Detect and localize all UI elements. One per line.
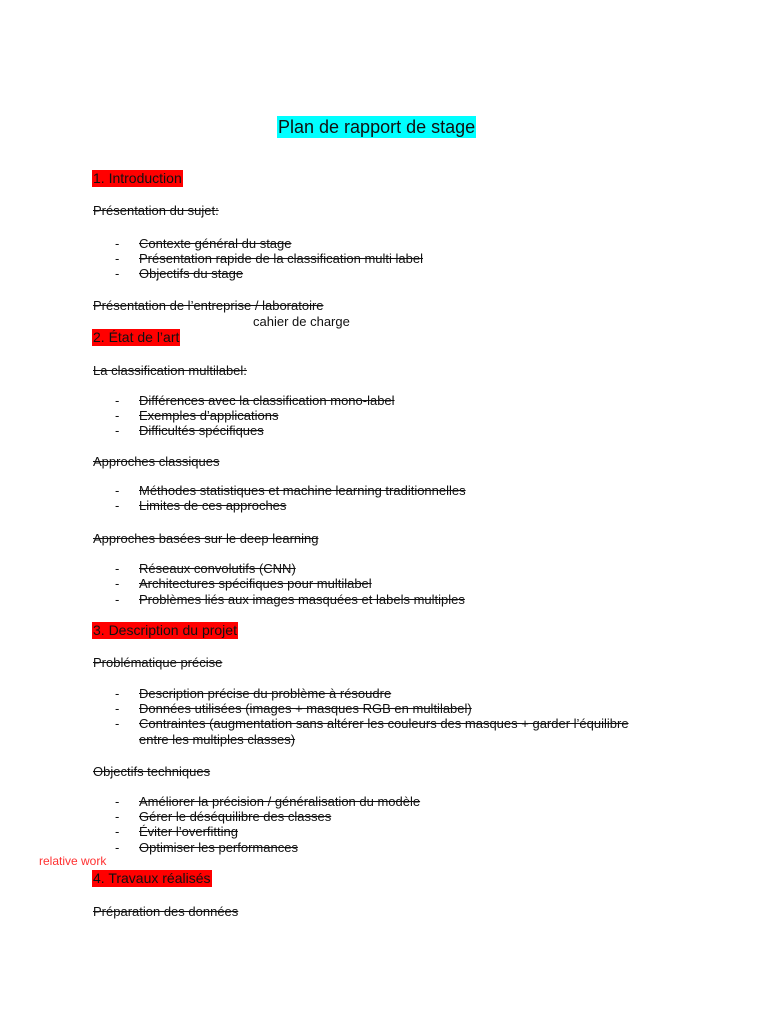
subheading-presentation-entreprise: Présentation de l’entreprise / laboratoire bbox=[93, 298, 324, 313]
subheading-objectifs-techniques: Objectifs techniques bbox=[93, 764, 211, 779]
list-item: Problèmes liés aux images masquées et labels multiples bbox=[139, 592, 465, 607]
subheading-presentation-sujet: Présentation du sujet: bbox=[93, 203, 219, 218]
list-item: Différences avec la classification mono-label bbox=[139, 393, 395, 408]
bullet-dash: - bbox=[115, 794, 120, 809]
bullet-dash: - bbox=[115, 592, 120, 607]
list-item: Réseaux convolutifs (CNN) bbox=[139, 561, 296, 576]
annotation-cahier-de-charge: cahier de charge bbox=[253, 314, 350, 329]
subheading-approches-deep-learning: Approches basées sur le deep learning bbox=[93, 531, 319, 546]
subheading-problematique: Problématique précise bbox=[93, 655, 223, 670]
list-item: Contexte général du stage bbox=[139, 236, 292, 251]
list-item: Éviter l’overfitting bbox=[139, 824, 238, 839]
bullet-dash: - bbox=[115, 716, 120, 731]
bullet-dash: - bbox=[115, 266, 120, 281]
section-heading-travaux-realises: 4. Travaux réalisés bbox=[93, 870, 211, 886]
bullet-dash: - bbox=[115, 236, 120, 251]
list-item: Contraintes (augmentation sans altérer les couleurs des masques + garder l’équilibre bbox=[139, 716, 629, 731]
list-item: Optimiser les performances bbox=[139, 840, 298, 855]
bullet-dash: - bbox=[115, 561, 120, 576]
section-heading-introduction: 1. Introduction bbox=[93, 170, 182, 186]
list-item: Objectifs du stage bbox=[139, 266, 244, 281]
bullet-dash: - bbox=[115, 824, 120, 839]
list-item: Exemples d’applications bbox=[139, 408, 279, 423]
list-item: Données utilisées (images + masques RGB en multilabel) bbox=[139, 701, 472, 716]
annotation-relative-work: relative work bbox=[39, 854, 107, 868]
list-item-continuation: entre les multiples classes) bbox=[139, 732, 296, 747]
section-heading-description-projet: 3. Description du projet bbox=[93, 622, 237, 638]
list-item: Architectures spécifiques pour multilabel bbox=[139, 576, 372, 591]
bullet-dash: - bbox=[115, 498, 120, 513]
subheading-classification-multilabel: La classification multilabel: bbox=[93, 363, 247, 378]
bullet-dash: - bbox=[115, 701, 120, 716]
list-item: Description précise du problème à résoudre bbox=[139, 686, 392, 701]
page-title: Plan de rapport de stage bbox=[278, 117, 476, 137]
bullet-dash: - bbox=[115, 576, 120, 591]
bullet-dash: - bbox=[115, 408, 120, 423]
list-item: Améliorer la précision / généralisation du modèle bbox=[139, 794, 421, 809]
list-item: Présentation rapide de la classification multi label bbox=[139, 251, 423, 266]
list-item: Gérer le déséquilibre des classes bbox=[139, 809, 332, 824]
subheading-preparation-donnees: Préparation des données bbox=[93, 904, 239, 919]
section-heading-etat-de-l-art: 2. État de l’art bbox=[93, 329, 180, 345]
bullet-dash: - bbox=[115, 840, 120, 855]
list-item: Difficultés spécifiques bbox=[139, 423, 264, 438]
list-item: Limites de ces approches bbox=[139, 498, 287, 513]
subheading-approches-classiques: Approches classiques bbox=[93, 454, 220, 469]
bullet-dash: - bbox=[115, 686, 120, 701]
bullet-dash: - bbox=[115, 809, 120, 824]
bullet-dash: - bbox=[115, 251, 120, 266]
bullet-dash: - bbox=[115, 393, 120, 408]
list-item: Méthodes statistiques et machine learning traditionnelles bbox=[139, 483, 466, 498]
bullet-dash: - bbox=[115, 483, 120, 498]
bullet-dash: - bbox=[115, 423, 120, 438]
